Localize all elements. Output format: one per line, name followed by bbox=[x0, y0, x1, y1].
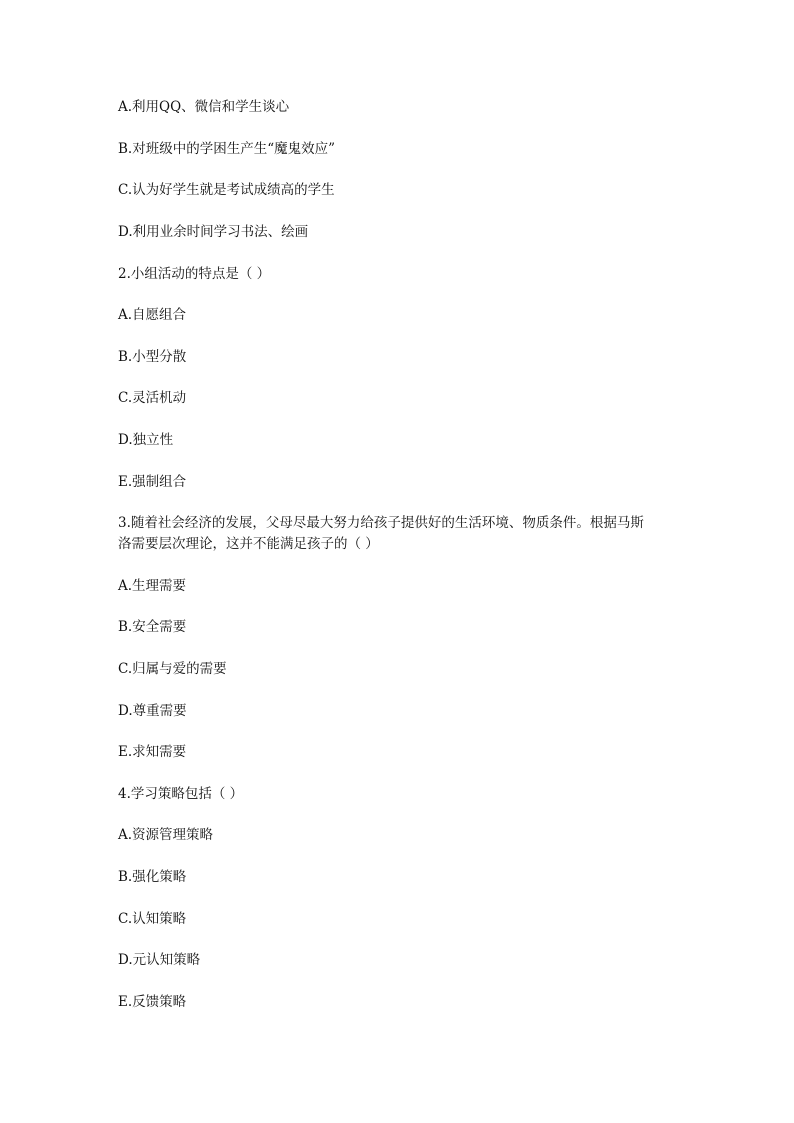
q3-stem-line-1: 3.随着社会经济的发展，父母尽最大努力给孩子提供好的生活环境、物质条件。根据马斯 bbox=[118, 515, 644, 531]
q4-option-e: E.反馈策略 bbox=[118, 994, 187, 1010]
q4-stem: 4.学习策略包括（ ） bbox=[118, 786, 244, 802]
q2-option-c: C.灵活机动 bbox=[118, 390, 187, 406]
q3-option-a: A.生理需要 bbox=[118, 578, 187, 594]
q3-option-c: C.归属与爱的需要 bbox=[118, 661, 227, 677]
q2-option-d: D.独立性 bbox=[118, 432, 174, 448]
q2-stem: 2.小组活动的特点是（ ） bbox=[118, 266, 271, 282]
q2-option-a: A.自愿组合 bbox=[118, 307, 187, 323]
q3-option-e: E.求知需要 bbox=[118, 744, 187, 760]
q4-option-c: C.认知策略 bbox=[118, 911, 187, 927]
q4-option-b: B.强化策略 bbox=[118, 869, 187, 885]
q1-option-b: B.对班级中的学困生产生“魔鬼效应” bbox=[118, 141, 336, 157]
q1-option-d: D.利用业余时间学习书法、绘画 bbox=[118, 224, 309, 240]
q2-option-e: E.强制组合 bbox=[118, 474, 187, 490]
q4-option-d: D.元认知策略 bbox=[118, 952, 201, 968]
q2-option-b: B.小型分散 bbox=[118, 349, 187, 365]
q3-option-b: B.安全需要 bbox=[118, 619, 187, 635]
q3-stem-line-2: 洛需要层次理论，这并不能满足孩子的（ ） bbox=[118, 536, 379, 552]
q1-option-c: C.认为好学生就是考试成绩高的学生 bbox=[118, 182, 335, 198]
q1-option-a: A.利用QQ、微信和学生谈心 bbox=[118, 99, 290, 115]
q4-option-a: A.资源管理策略 bbox=[118, 827, 214, 843]
q3-option-d: D.尊重需要 bbox=[118, 703, 187, 719]
